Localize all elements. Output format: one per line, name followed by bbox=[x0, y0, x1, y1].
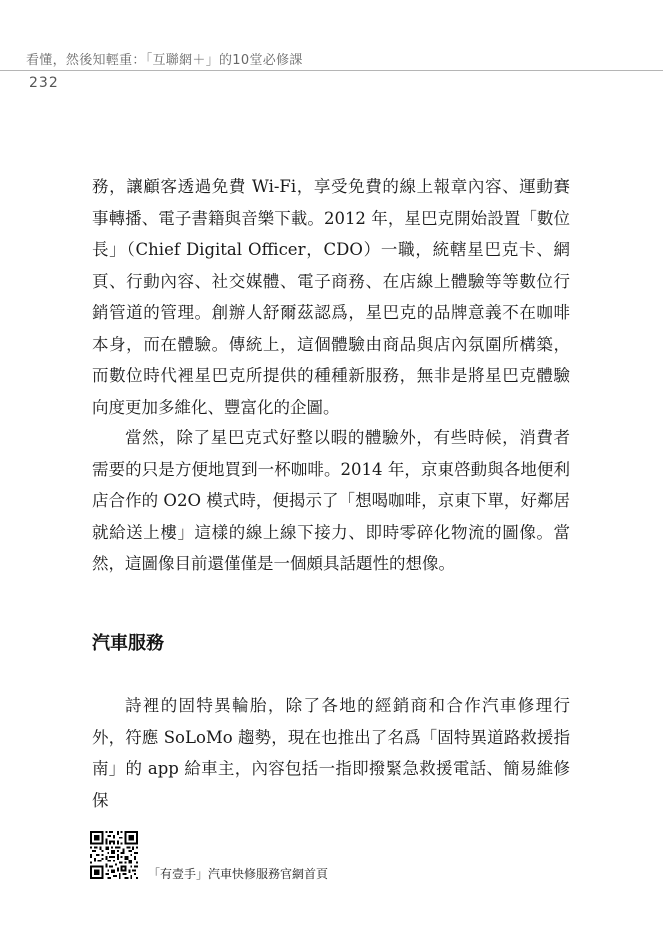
body-paragraph-1: 務，讓顧客透過免費 Wi-Fi，享受免費的線上報章內容、運動賽事轉播、電子書籍與音樂下載。2012 年，星巴克開始設置「數位長」（Chief Digital Officer，CDO）一職，統轄星巴克卡、網頁、行動內容、社交媒體、電子商務、在店線上體驗等等數位行銷管道的管理。創辦人舒爾茲認爲，星巴克的品牌意義不在咖啡本身，而在體驗。傳統上，這個體驗由商品與店內氛圍所構築，而數位時代裡星巴克所提供的種種新服務，無非是將星巴克體驗向度更加多維化、豐富化的企圖。 bbox=[92, 177, 570, 417]
running-header: 看懂，然後知輕重：「互聯網＋」的10堂必修課 bbox=[26, 53, 303, 68]
qr-code-icon[interactable] bbox=[90, 831, 138, 879]
body-paragraph-3: 詩裡的固特異輪胎，除了各地的經銷商和合作汽車修理行外，符應 SoLoMo 趨勢，現在也推出了名爲「固特異道路救援指南」的 app 給車主，內容包括一指即撥緊急救援電話、簡易維修保 bbox=[92, 696, 570, 810]
page-number: 232 bbox=[29, 75, 59, 91]
qr-caption: 「有壹手」汽車快修服務官網首頁 bbox=[148, 867, 329, 881]
section-heading: 汽車服務 bbox=[92, 633, 164, 654]
header-divider bbox=[0, 70, 663, 71]
body-paragraph-2: 當然，除了星巴克式好整以暇的體驗外，有些時候，消費者需要的只是方便地買到一杯咖啡。2014 年，京東啓動與各地便利店合作的 O2O 模式時，便揭示了「想喝咖啡，京東下單，好鄰居就給送上樓」這樣的線上線下接力、即時零碎化物流的圖像。當然，這圖像目前還僅僅是一個頗具話題性的想像。 bbox=[92, 428, 570, 573]
